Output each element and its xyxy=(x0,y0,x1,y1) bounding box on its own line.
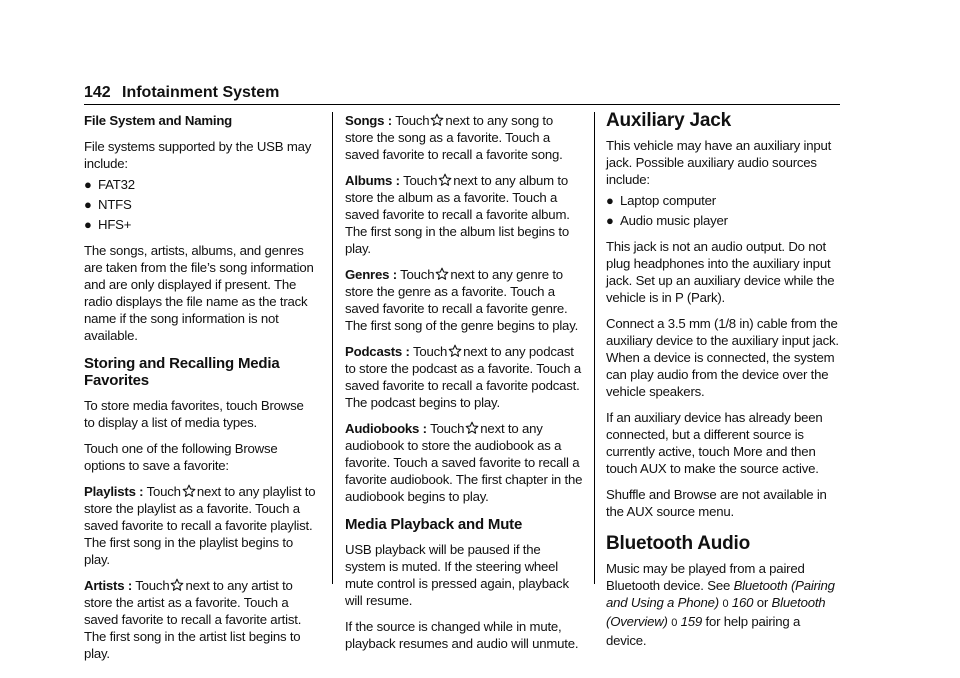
bullet-icon: ● xyxy=(84,217,92,232)
songs-entry: Songs : Touch next to any song to store the song as a favorite. Touch a saved favorite to recall a favorite song. xyxy=(345,113,563,162)
bullet-icon: ● xyxy=(84,197,92,212)
file-system-item: ● HFS+ xyxy=(84,217,132,232)
star-icon xyxy=(435,267,449,281)
column-1 xyxy=(84,112,316,671)
bullet-icon: ● xyxy=(84,177,92,192)
column-divider xyxy=(332,112,333,584)
browse-options-text: Touch one of the following Browse options to save a favorite: xyxy=(84,441,278,473)
page-number: 142 xyxy=(84,84,111,101)
genres-entry: Genres : Touch next to any genre to store the genre as a favorite. Touch a saved favorite to recall a favorite genre. The first song of the genre begins to play. xyxy=(345,267,579,333)
star-icon xyxy=(448,344,462,358)
playlists-entry: Playlists : Touch next to any playlist to store the playlist as a favorite. Touch a saved favorite to recall a favorite playlist. The first song in the playlist begins to play. xyxy=(84,484,316,567)
column-3 xyxy=(606,112,840,658)
mute-heading: Media Playback and Mute xyxy=(345,516,523,533)
bluetooth-text: Music may be played from a paired Bluetooth device. See Bluetooth (Pairing and Using a Phone) 0 160 or Bluetooth (Overview) 0 159 for help pairing a device. xyxy=(606,561,835,648)
star-icon xyxy=(438,173,452,187)
naming-text: The songs, artists, albums, and genres are taken from the file’s song information and are only displayed if present. The radio displays the file name as the track name if the song information is not available. xyxy=(84,243,314,343)
aux-text-4: Shuffle and Browse are not available in the AUX source menu. xyxy=(606,487,827,519)
page-reference-159[interactable]: 159 xyxy=(680,614,703,629)
mute-text-2: If the source is changed while in mute, playback resumes and audio will unmute. xyxy=(345,619,579,651)
bullet-icon: ● xyxy=(606,213,614,228)
star-icon xyxy=(430,113,444,127)
supported-intro: File systems supported by the USB may include: xyxy=(84,139,312,171)
favorites-heading: Storing and Recalling Media Favorites xyxy=(84,355,280,389)
bluetooth-overview-link[interactable]: Bluetooth (Overview) xyxy=(606,595,826,629)
aux-heading: Auxiliary Jack xyxy=(606,110,732,131)
bluetooth-heading: Bluetooth Audio xyxy=(606,533,751,554)
bullet-icon: ● xyxy=(606,193,614,208)
aux-text-3: If an auxiliary device has already been connected, but a different source is currently active, touch More and then touch AUX to make the source active. xyxy=(606,410,823,476)
aux-source-item: ● Laptop computer xyxy=(606,193,716,208)
star-icon xyxy=(170,578,184,592)
favorites-intro: To store media favorites, touch Browse to display a list of media types. xyxy=(84,398,304,430)
aux-intro: This vehicle may have an auxiliary input jack. Possible auxiliary audio sources include: xyxy=(606,138,832,187)
column-2 xyxy=(345,112,583,661)
page-reference-arrow-icon: 0 xyxy=(671,617,678,629)
page-reference-arrow-icon: 0 xyxy=(722,598,729,610)
albums-entry: Albums : Touch next to any album to store the album as a favorite. Touch a saved favorite to recall a favorite album. The first song in the album list begins to play. xyxy=(345,173,570,256)
section-title: Infotainment System xyxy=(122,84,280,101)
page-reference-160[interactable]: 160 xyxy=(731,595,754,610)
file-system-item: ● FAT32 xyxy=(84,177,135,192)
artists-entry: Artists : Touch next to any artist to store the artist as a favorite. Touch a saved favorite to recall a favorite artist. The first song in the artist list begins to play. xyxy=(84,578,302,661)
bluetooth-pairing-link[interactable]: Bluetooth (Pairing and Using a Phone) xyxy=(606,578,835,610)
audiobooks-entry: Audiobooks : Touch next to any audiobook to store the audiobook as a favorite. Touch a saved favorite to recall a favorite audiobook. The first chapter in the audiobook begins to play. xyxy=(345,421,583,504)
file-system-item: ● NTFS xyxy=(84,197,132,212)
column-divider xyxy=(594,112,595,584)
star-icon xyxy=(182,484,196,498)
podcasts-entry: Podcasts : Touch next to any podcast to store the podcast as a favorite. Touch a saved favorite to recall a favorite podcast. The podcast begins to play. xyxy=(345,344,582,410)
header-rule xyxy=(84,104,840,105)
mute-text-1: USB playback will be paused if the system is muted. If the steering wheel mute control is pressed again, playback will resume. xyxy=(345,542,569,608)
page-header xyxy=(84,84,840,104)
aux-text-1: This jack is not an audio output. Do not plug headphones into the auxiliary input jack. Set up an auxiliary device while the vehicle is in P (Park). xyxy=(606,239,835,305)
aux-text-2: Connect a 3.5 mm (1/8 in) cable from the auxiliary device to the auxiliary input jack. When a device is connected, the system can play audio from the device over the vehicle speakers. xyxy=(606,316,839,399)
star-icon xyxy=(465,421,479,435)
file-system-heading: File System and Naming xyxy=(84,113,233,128)
aux-source-item: ● Audio music player xyxy=(606,213,728,228)
